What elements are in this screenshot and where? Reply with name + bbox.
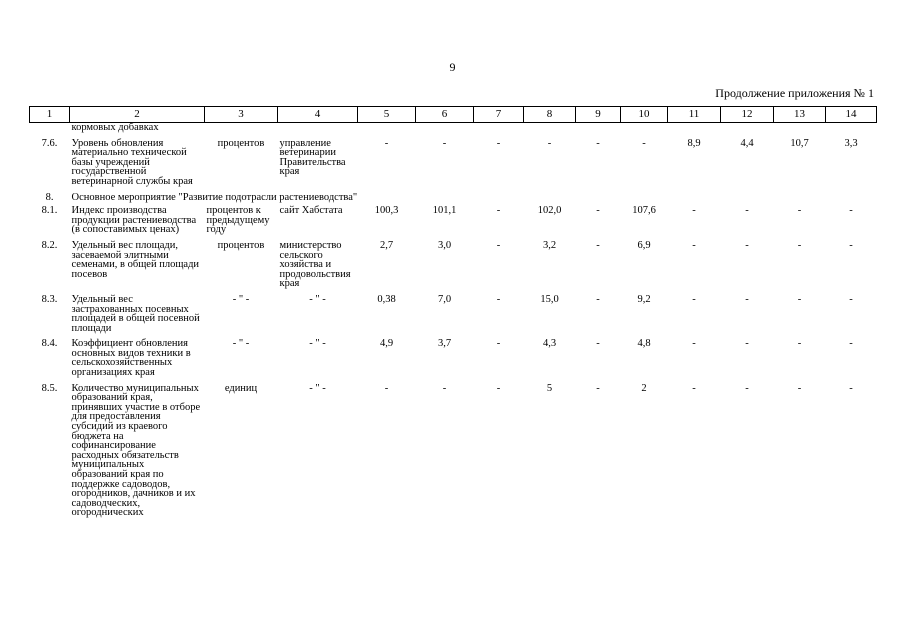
value-cell: - (849, 338, 853, 350)
appendix-continuation-label: Продолжение приложения № 1 (715, 86, 874, 100)
value-cell: 4,9 (379, 338, 394, 350)
table-row (30, 339, 877, 383)
value-cell: - (692, 382, 696, 394)
value-cell: - (745, 338, 749, 350)
value-cell: 0,38 (377, 293, 396, 305)
indicator-name: Уровень обновления материально технической базы учреждений государственной ветеринарной службы края (71, 137, 193, 187)
column-header: 9 (576, 107, 621, 123)
value-cell: - (596, 382, 600, 394)
source-cell: - " - (309, 382, 326, 394)
unit-cell: процентов к предыдущему году (206, 205, 270, 236)
value-cell: 5 (546, 382, 553, 394)
value-cell: - (692, 239, 696, 251)
column-header: 8 (524, 107, 576, 123)
row-number: 8.4. (41, 338, 58, 350)
column-header: 10 (621, 107, 668, 123)
value-cell: - (496, 382, 501, 394)
value-cell: 2 (641, 382, 647, 394)
column-header: 11 (668, 107, 721, 123)
value-cell: - (745, 239, 749, 251)
source-cell: управление ветеринарии Правительства края (279, 137, 346, 178)
unit-cell: процентов (217, 239, 265, 251)
column-header: 4 (278, 107, 358, 123)
value-cell: - (496, 338, 501, 350)
value-cell: 6,9 (637, 239, 651, 251)
row-number: 8.5. (41, 382, 58, 394)
value-cell: - (849, 205, 853, 217)
column-header: 5 (358, 107, 416, 123)
value-cell: - (642, 137, 646, 149)
column-header: 1 (30, 107, 70, 123)
value-cell: 9,2 (637, 293, 651, 305)
table-row (30, 139, 877, 193)
value-cell: - (384, 382, 389, 394)
value-cell: 7,0 (437, 293, 452, 305)
value-cell: - (596, 239, 600, 251)
source-cell: министерство сельского хозяйства и продовольствия края (279, 239, 351, 290)
indicator-name: Индекс производства продукции растениеводства (в сопоставимых ценах) (71, 205, 197, 236)
section-row (30, 193, 877, 207)
value-cell: 2,7 (379, 239, 394, 251)
value-cell: 10,7 (790, 137, 809, 149)
value-cell: - (547, 137, 552, 149)
value-cell: 107,6 (632, 205, 656, 217)
indicator-name: Удельный вес площади, засеваемой элитными семенами, в общей площади посевов (71, 239, 200, 280)
row-number: 7.6. (41, 137, 58, 149)
section-title: Основное мероприятие "Развитие подотрасли растениеводства" (71, 191, 358, 203)
value-cell: 15,0 (540, 293, 559, 305)
value-cell: 4,3 (542, 338, 557, 350)
value-cell: 101,1 (432, 205, 457, 217)
value-cell: - (797, 239, 802, 251)
value-cell: - (692, 205, 696, 217)
column-header: 14 (826, 107, 877, 123)
column-header: 7 (474, 107, 524, 123)
value-cell: - (596, 137, 600, 149)
unit-cell: единиц (224, 382, 258, 394)
value-cell: - (496, 293, 501, 305)
column-header: 12 (721, 107, 774, 123)
row-number: 8.1. (41, 205, 58, 217)
value-cell: 3,3 (844, 137, 858, 149)
value-cell: - (692, 293, 696, 305)
indicator-name: Коэффициент обновления основных видов техники в сельскохозяйственных организациях края (71, 338, 191, 379)
table-row (30, 241, 877, 295)
value-cell: 8,9 (687, 137, 701, 149)
value-cell: - (745, 293, 749, 305)
value-cell: - (442, 137, 447, 149)
table-row (30, 295, 877, 339)
value-cell: - (692, 338, 696, 350)
value-cell: - (442, 382, 447, 394)
table-row (30, 206, 877, 241)
value-cell: 4,8 (637, 338, 651, 350)
value-cell: - (797, 338, 802, 350)
value-cell: - (496, 205, 501, 217)
value-cell: - (849, 239, 853, 251)
column-header: 2 (70, 107, 205, 123)
value-cell: - (496, 239, 501, 251)
value-cell: - (797, 382, 802, 394)
section-number: 8. (45, 191, 54, 203)
value-cell: 3,2 (542, 239, 557, 251)
value-cell: - (596, 293, 600, 305)
page-number: 9 (449, 60, 456, 74)
value-cell: - (797, 205, 802, 217)
row-number (30, 123, 70, 139)
table-row (30, 123, 877, 139)
unit-cell: - " - (232, 338, 250, 350)
source-cell: - " - (309, 338, 326, 350)
value-cell: - (596, 338, 600, 350)
column-number-header (30, 107, 877, 123)
source-cell: - " - (309, 293, 326, 305)
value-cell: - (745, 382, 749, 394)
value-cell: - (596, 205, 600, 217)
table-row (30, 384, 877, 518)
value-cell: - (797, 293, 802, 305)
indicator-name: Количество муниципальных образований края, принявших участие в отборе для предоставления субсидий из краевого бюджета на софинансирование расходных обязательств муниципальных образований края по поддержке садоводов, огородников, дачников и их садоводческих, огороднических (71, 382, 201, 519)
value-cell: 3,7 (437, 338, 452, 350)
column-header: 13 (774, 107, 826, 123)
source-cell: сайт Хабстата (279, 205, 343, 217)
column-header: 6 (416, 107, 474, 123)
value-cell: - (745, 205, 749, 217)
unit-cell: процентов (217, 137, 265, 149)
value-cell: - (496, 137, 501, 149)
unit-cell: - " - (232, 293, 250, 305)
value-cell: 100,3 (374, 205, 399, 217)
value-cell: - (384, 137, 389, 149)
indicators-table (29, 106, 877, 518)
value-cell: 4,4 (740, 137, 754, 149)
indicator-name: кормовых добавках (71, 122, 159, 133)
value-cell: - (849, 382, 853, 394)
column-header: 3 (205, 107, 278, 123)
row-number: 8.3. (41, 293, 58, 305)
indicator-name: Удельный вес застрахованных посевных площадей в общей посевной площади (71, 293, 200, 334)
value-cell: 102,0 (537, 205, 562, 217)
value-cell: 3,0 (437, 239, 452, 251)
value-cell: - (849, 293, 853, 305)
row-number: 8.2. (41, 239, 58, 251)
